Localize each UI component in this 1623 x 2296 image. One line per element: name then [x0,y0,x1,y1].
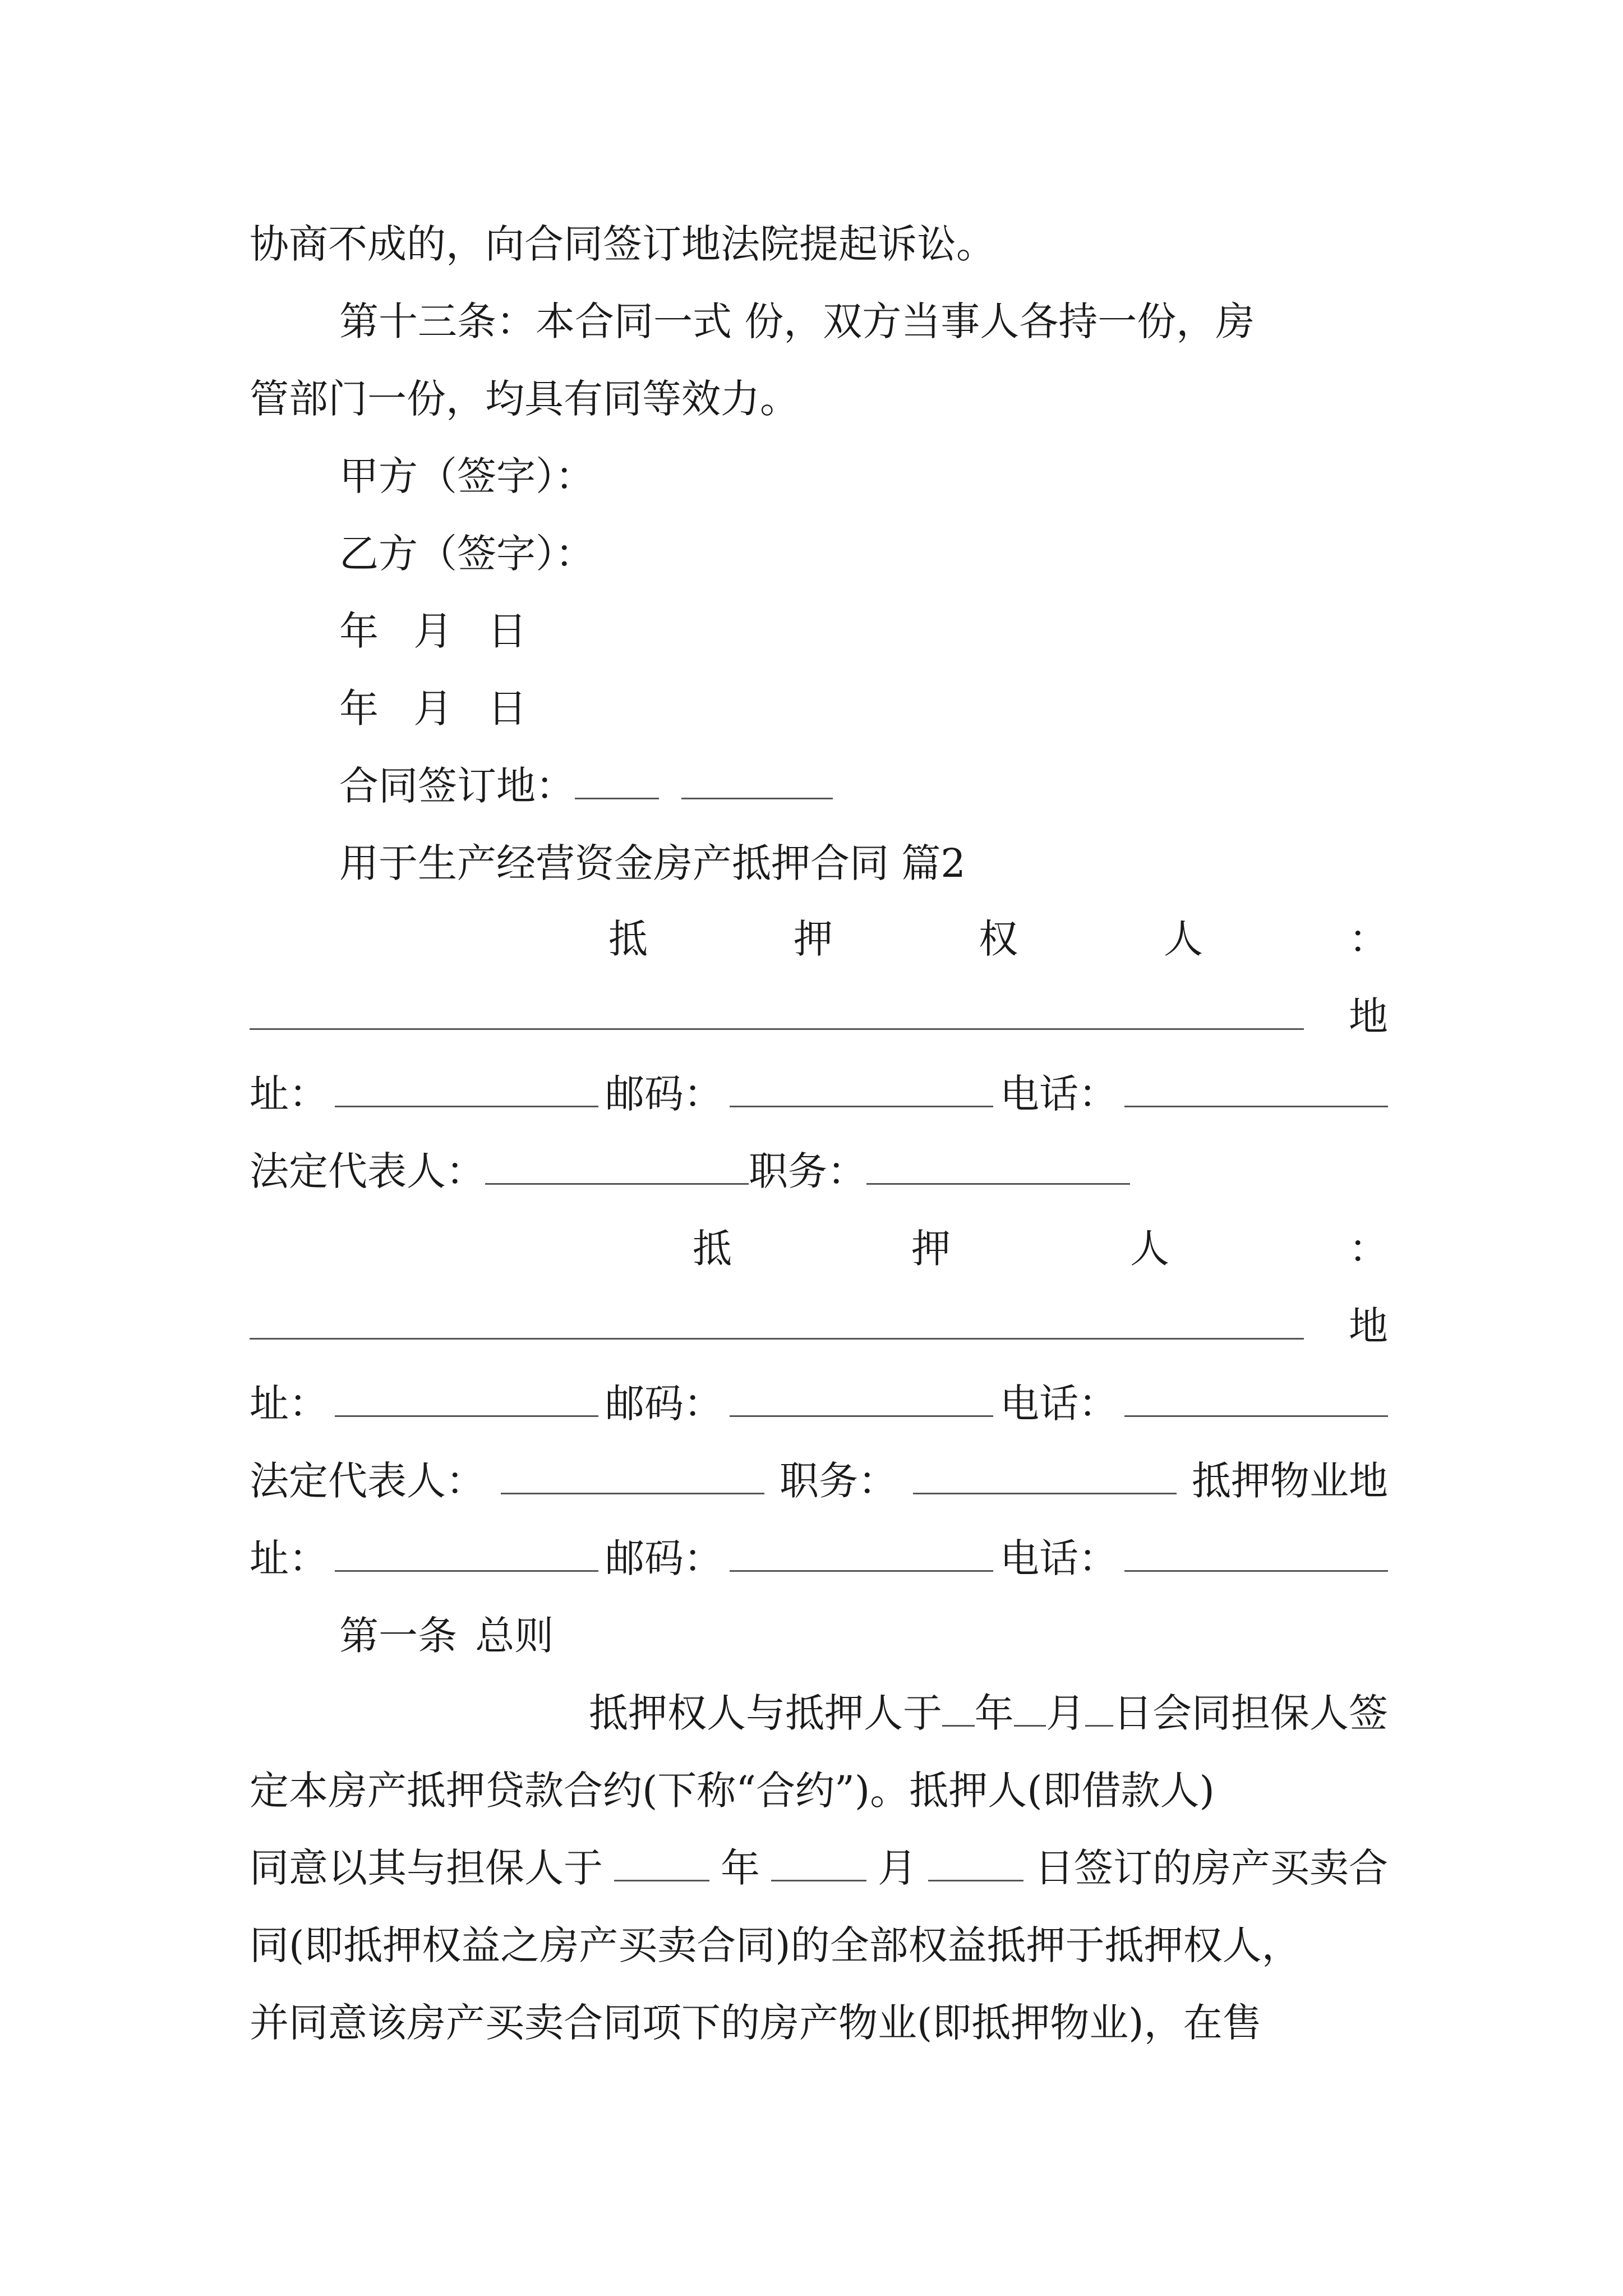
section-heading: 用于生产经营资金房产抵押合同 篇2 [339,840,966,886]
postcode-label: 邮码： [605,1381,723,1427]
blank-field [913,1459,1177,1494]
blank-field [730,1382,993,1417]
blank-field [1124,1382,1388,1417]
label-colon: ： [1349,1226,1388,1272]
blank-field [928,1846,1023,1881]
label-char: 人 [1130,1226,1169,1272]
mortgagor-label-line [250,1210,1388,1287]
date-line: 年 月 日 [339,685,527,731]
month-label: 月 [1046,1690,1086,1736]
property-contact-line [250,1520,1388,1597]
blank-field [1085,1691,1113,1727]
blank-field [335,1072,598,1107]
blank-field [866,1149,1130,1185]
phone-label: 电话： [1000,1381,1118,1427]
article-13-line-2: 管部门一份，均具有同等效力。 [250,376,799,422]
label-char: 抵 [608,916,648,962]
text-fragment: 抵押权人与抵押人于 [589,1690,942,1736]
blank-field [501,1459,764,1494]
blank-field [250,995,1304,1030]
label-char: 人 [1164,916,1203,962]
text-fragment: 日会同担保人签 [1113,1690,1389,1736]
blank-field [335,1536,598,1572]
party-b-signature: 乙方（签字）： [339,531,594,577]
text-line: 协商不成的，向合同签订地法院提起诉讼。 [250,221,995,267]
rep-label: 法定代表人： [250,1458,485,1504]
address-label-start: 地 [1349,993,1388,1039]
blank-field [1124,1536,1388,1572]
label-char: 抵 [693,1226,732,1272]
address-label-start: 地 [1349,1303,1388,1349]
article-1-line-3 [250,1829,1388,1907]
signing-place-line [250,747,1388,825]
blank-field [250,1304,1304,1340]
mortgagee-blank-line [250,978,1388,1055]
blank-field [771,1846,866,1881]
party-a-signature: 甲方（签字）： [339,453,594,499]
position-label: 职务： [749,1148,866,1194]
label-colon: ： [1349,916,1388,962]
phone-label: 电话： [1000,1535,1118,1581]
property-address-label-end: 址： [250,1535,328,1581]
mortgagor-blank-line [250,1287,1388,1365]
year-label: 年 [721,1845,760,1891]
blank-field [730,1072,993,1107]
mortgagor-contact-line [250,1365,1388,1442]
property-address-label-start: 抵押物业地 [1192,1458,1388,1504]
blank-field [614,1846,709,1881]
article-1-line-1 [250,1674,1388,1752]
mortgagee-contact-line [250,1055,1388,1133]
month-label: 月 [878,1845,917,1891]
blank-field [485,1149,749,1185]
mortgagor-rep-line [250,1442,1388,1520]
blank-field [681,764,833,799]
blank-field [575,764,659,799]
postcode-label: 邮码： [605,1535,723,1581]
position-label: 职务： [780,1458,897,1504]
mortgagee-rep-line [250,1133,1388,1210]
blank-field [942,1691,975,1727]
phone-label: 电话： [1000,1071,1118,1117]
blank-field [335,1382,598,1417]
article-1-line-4: 同(即抵押权益之房产买卖合同)的全部权益抵押于抵押权人， [250,1922,1301,1968]
rep-label: 法定代表人： [250,1148,485,1194]
signing-place-label: 合同签订地： [339,763,575,809]
blank-field [1124,1072,1388,1107]
text-fragment: 日签订的房产买卖合 [1035,1845,1388,1891]
label-char: 押 [794,916,833,962]
article-1-line-5: 并同意该房产买卖合同项下的房产物业(即抵押物业)，在售 [250,2000,1262,2046]
article-1-line-2: 定本房产抵押贷款合约(下称“合约”)。抵押人(即借款人) [250,1768,1215,1814]
postcode-label: 邮码： [605,1071,723,1117]
label-char: 押 [911,1226,951,1272]
article-1-title: 第一条 总则 [339,1613,554,1659]
blank-field [1014,1691,1046,1727]
blank-field [730,1536,993,1572]
mortgagee-label-line [250,900,1388,978]
address-label-end: 址： [250,1381,328,1427]
year-label: 年 [974,1690,1014,1736]
address-label-end: 址： [250,1071,328,1117]
date-line: 年 月 日 [339,608,527,654]
text-fragment: 同意以其与担保人于 [250,1845,603,1891]
article-13-line-1: 第十三条：本合同一式 份，双方当事人各持一份，房 [339,298,1255,344]
label-char: 权 [979,916,1018,962]
